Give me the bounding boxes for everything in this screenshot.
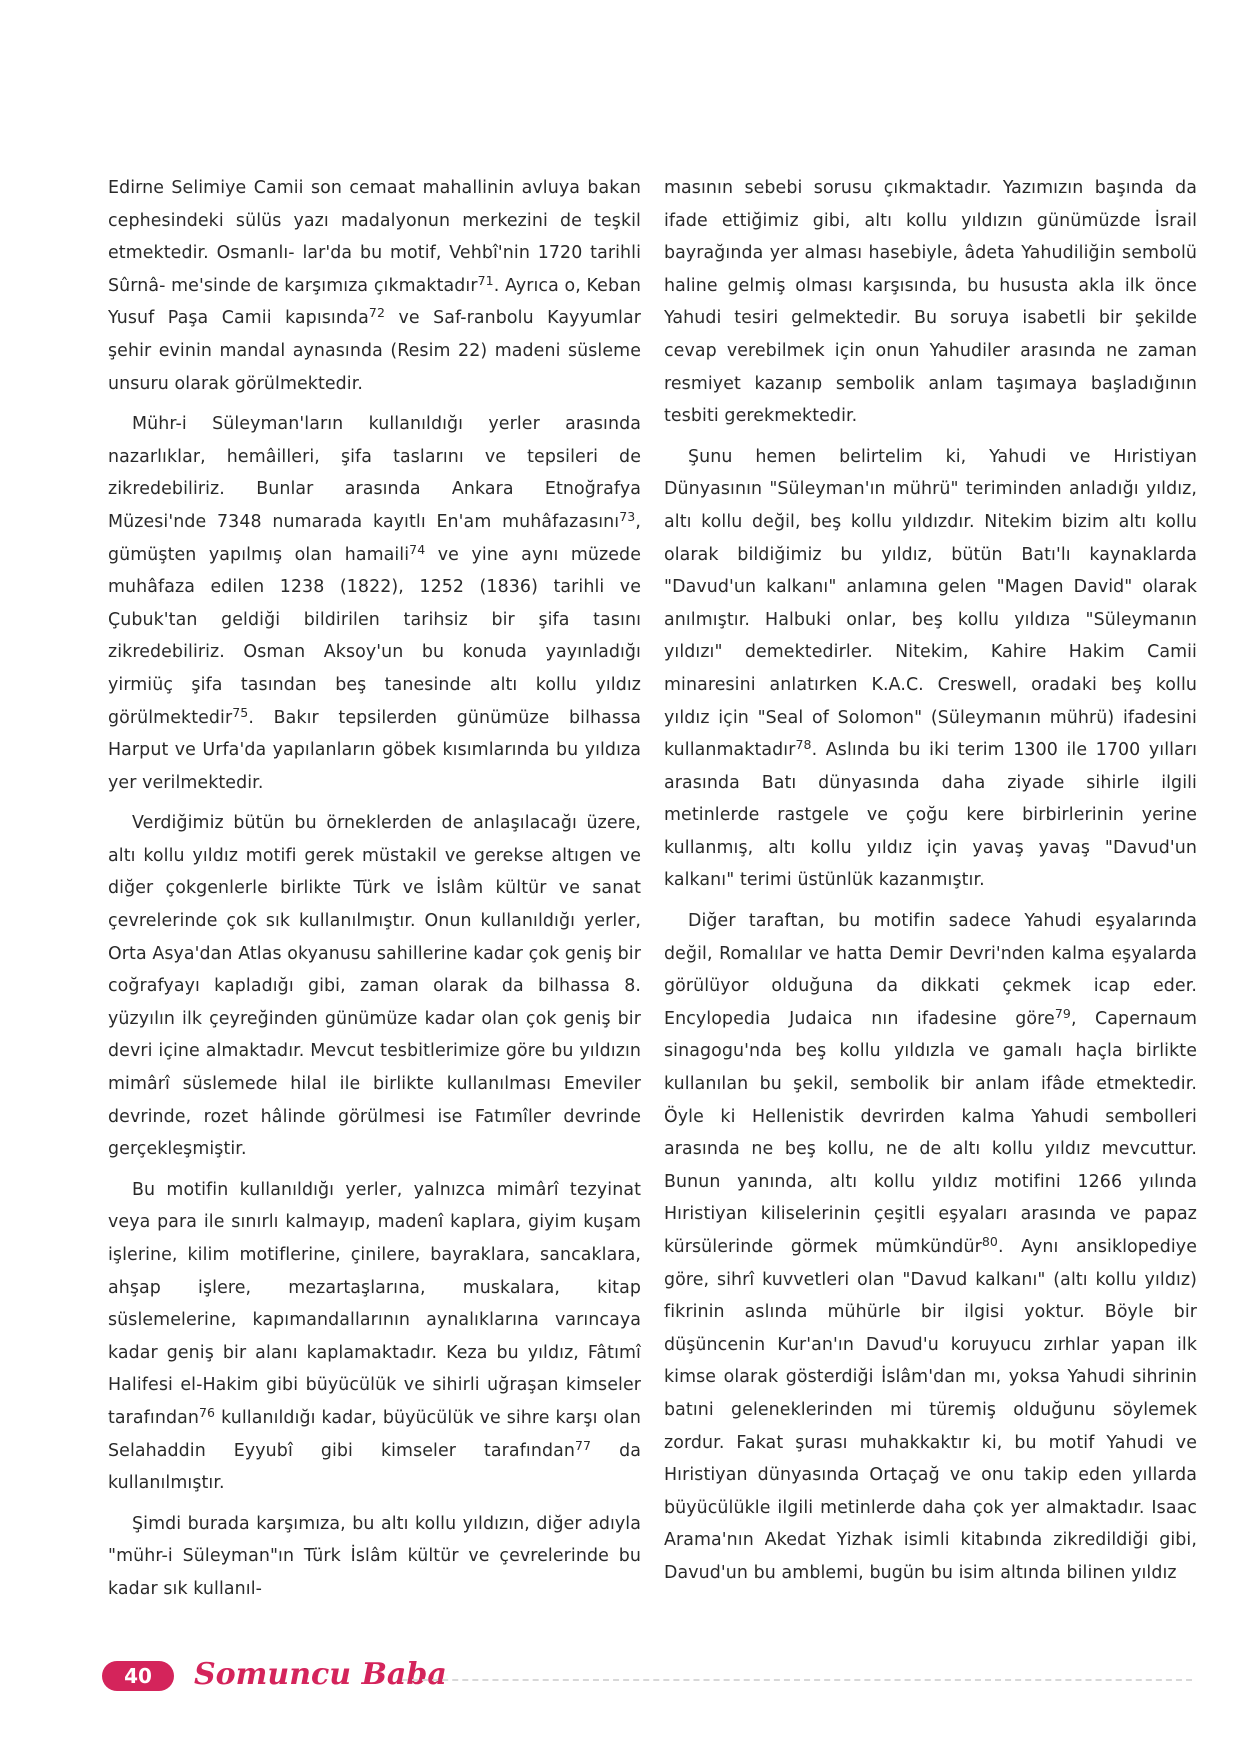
- paragraph: masının sebebi sorusu çıkmaktadır. Yazımızın başında da ifade ettiğimiz gibi, altı kollu yıldızın günümüzde İsrail bayrağında yer alması hasebiyle, âdeta Yahudiliğin sembolü haline gelmiş olması karşısında, bu hususta akla ilk önce Yahudi tesiri gelmektedir. Bu soruya isabetli bir şekilde cevap verebilmek için onun Yahudiler arasında ne zaman resmiyet kazanıp sembolik anlam taşımaya başladığının tesbiti gerekmektedir.: [664, 178, 1197, 427]
- paragraph: Bu motifin kullanıldığı yerler, yalnızca mimârî tezyinat veya para ile sınırlı kalmayıp, madenî kaplara, giyim kuşam işlerine, kilim motiflerine, çinilere, bayraklara, sancaklara, ahşap işlere, mezartaşlarına, muskalara, kitap süslemelerine, kapımandallarının aynalıklarına varıncaya kadar geniş bir alanı kaplamaktadır. Keza bu yıldız, Fâtımî Halifesi el-Hakim gibi büyücülük ve sihirli uğraşan kimseler tarafından$^{76}$ kullanıldığı kadar, büyücülük ve sihre karşı olan Selahaddin Eyyubî gibi kimseler tarafından$^{77}$ da kullanılmıştır.: [108, 1179, 641, 1494]
- right-text-column: [664, 172, 1197, 1598]
- paragraph: Verdiğimiz bütün bu örneklerden de anlaşılacağı üzere, altı kollu yıldız motifi gerek müstakil ve gerekse altıgen ve diğer çokgenlerle birlikte Türk ve İslâm kültür ve sanat çevrelerinde çok sık kullanılmıştır. Onun kullanıldığı yerler, Orta Asya'dan Atlas okyanusu sahillerine kadar çok geniş bir coğrafyayı kapladığı gibi, zaman olarak da bilhassa 8. yüzyılın ilk çeyreğinden günümüze kadar olan çok geniş bir devri içine almaktadır. Mevcut tesbitlerimize göre bu yıldızın mimârî süslemede hilal ile birlikte kullanılması Emeviler devrinde, rozet hâlinde görülmesi ise Fatımîler devrinde gerçekleşmiştir.: [108, 813, 641, 1160]
- page-number-badge: 40: [102, 1661, 174, 1691]
- footnote-ref[interactable]: 77: [574, 1437, 592, 1453]
- paragraph: Diğer taraftan, bu motifin sadece Yahudi eşyalarında değil, Romalılar ve hatta Demir Devri'nden kalma eşyalarda görülüyor olduğuna da dikkati çekmek icap eder. Encylopedia Judaica nın ifadesine göre$^{79}$, Capernaum sinagogu'nda beş kollu yıldızla ve gamalı haçla birlikte kullanılan bu şekil, sembolik bir anlam ifâde etmektedir. Öyle ki Hellenistik devrirden kalma Yahudi sembolleri arasında ne beş kollu, ne de altı kollu yıldız mevcuttur. Bunun yanında, altı kollu yıldız motifini 1266 yılında Hıristiyan kiliselerinin çeşitli eşyaları arasında ve papaz kürsülerinde görmek mümkündür$^{80}$. Aynı ansiklopediye göre, sihrî kuvvetleri olan "Davud kalkanı" (altı kollu yıldız) fikrinin aslında mühürle bir ilgisi yoktur. Böyle bir düşüncenin Kur'an'ın Davud'u koruyucu zırhlar yapan ilk kimse olarak gösterdiği İslâm'dan mı, yoksa Yahudi sihrinin batıni geleneklerinden mi türemiş olduğunu söylemek zordur. Fakat şurası muhakkaktır ki, bu motif Yahudi ve Hıristiyan dünyasında Ortaçağ ve onu takip eden yıllarda büyücülükle ilgili metinlerde daha çok yer almaktadır. Isaac Arama'nın Akedat Yizhak isimli kitabında zikredildiği gibi, Davud'un bu amblemi, bugün bu isim altında bilinen yıldız: [664, 911, 1197, 1583]
- footer-divider: [402, 1679, 1192, 1681]
- paragraph: Şimdi burada karşımıza, bu altı kollu yıldızın, diğer adıyla "mühr-i Süleyman"ın Türk İslâm kültür ve çevrelerinde bu kadar sık kullanıl-: [108, 1513, 641, 1599]
- footnote-ref[interactable]: 73: [619, 508, 636, 524]
- footnote-ref[interactable]: 78: [795, 736, 812, 752]
- magazine-logo: Somuncu Baba: [194, 1657, 447, 1692]
- footnote-ref[interactable]: 80: [981, 1233, 998, 1249]
- footnote-ref[interactable]: 79: [1054, 1005, 1071, 1021]
- left-text-column: [108, 172, 641, 1614]
- paragraph: Edirne Selimiye Camii son cemaat mahallinin avluya bakan cephesindeki sülüs yazı madalyonun merkezini de teşkil etmektedir. Osmanlı- lar'da bu motif, Vehbî'nin 1720 tarihli Sûrnâ- me'sinde de karşımıza çıkmaktadır$^{71}$. Ayrıca o, Keban Yusuf Paşa Camii kapısında$^{72}$ ve Saf-ranbolu Kayyumlar şehir evinin mandal aynasında (Resim 22) madeni süsleme unsuru olarak görülmektedir.: [108, 178, 641, 394]
- footnote-ref[interactable]: 76: [198, 1404, 216, 1420]
- footnote-ref[interactable]: 75: [232, 704, 249, 720]
- paragraph: Mühr-i Süleyman'ların kullanıldığı yerler arasında nazarlıklar, hemâilleri, şifa taslarını ve tepsileri de zikredebiliriz. Bunlar arasında Ankara Etnoğrafya Müzesi'nde 7348 numarada kayıtlı En'am muhâfazasını$^{73}$, gümüşten yapılmış olan hamaili$^{74}$ ve yine aynı müzede muhâfaza edilen 1238 (1822), 1252 (1836) tarihli ve Çubuk'tan geldiği bildirilen tarihsiz bir şifa tasını zikredebiliriz. Osman Aksoy'un bu konuda yayınladığı yirmiüç şifa tasından beş tanesinde altı kollu yıldız görülmektedir$^{75}$. Bakır tepsilerden günümüze bilhassa Harput ve Urfa'da yapılanların göbek kısımlarında bu yıldıza yer verilmektedir.: [108, 414, 641, 793]
- footnote-ref[interactable]: 74: [409, 541, 426, 557]
- paragraph: Şunu hemen belirtelim ki, Yahudi ve Hıristiyan Dünyasının "Süleyman'ın mührü" teriminden anladığı yıldız, altı kollu değil, beş kollu yıldızdır. Nitekim bizim altı kollu olarak bildiğimiz bu yıldız, bütün Batı'lı kaynaklarda "Davud'un kalkanı" anlamına gelen "Magen David" olarak anılmıştır. Halbuki onlar, beş kollu yıldıza "Süleymanın yıldızı" demektedirler. Nitekim, Kahire Hakim Camii minaresini anlatırken K.A.C. Creswell, oradaki beş kollu yıldız için "Seal of Solomon" (Süleymanın mührü) ifadesini kullanmaktadır$^{78}$. Aslında bu iki terim 1300 ile 1700 yılları arasında Batı dünyasında daha ziyade sihirle ilgili metinlerde rastgele ve çoğu kere birbirlerinin yerine kullanmış, altı kollu yıldız için yavaş yavaş "Davud'un kalkanı" terimi üstünlük kazanmıştır.: [664, 446, 1197, 891]
- page-footer: [102, 1655, 1192, 1707]
- footnote-ref[interactable]: 72: [368, 305, 386, 321]
- footnote-ref[interactable]: 71: [477, 272, 494, 288]
